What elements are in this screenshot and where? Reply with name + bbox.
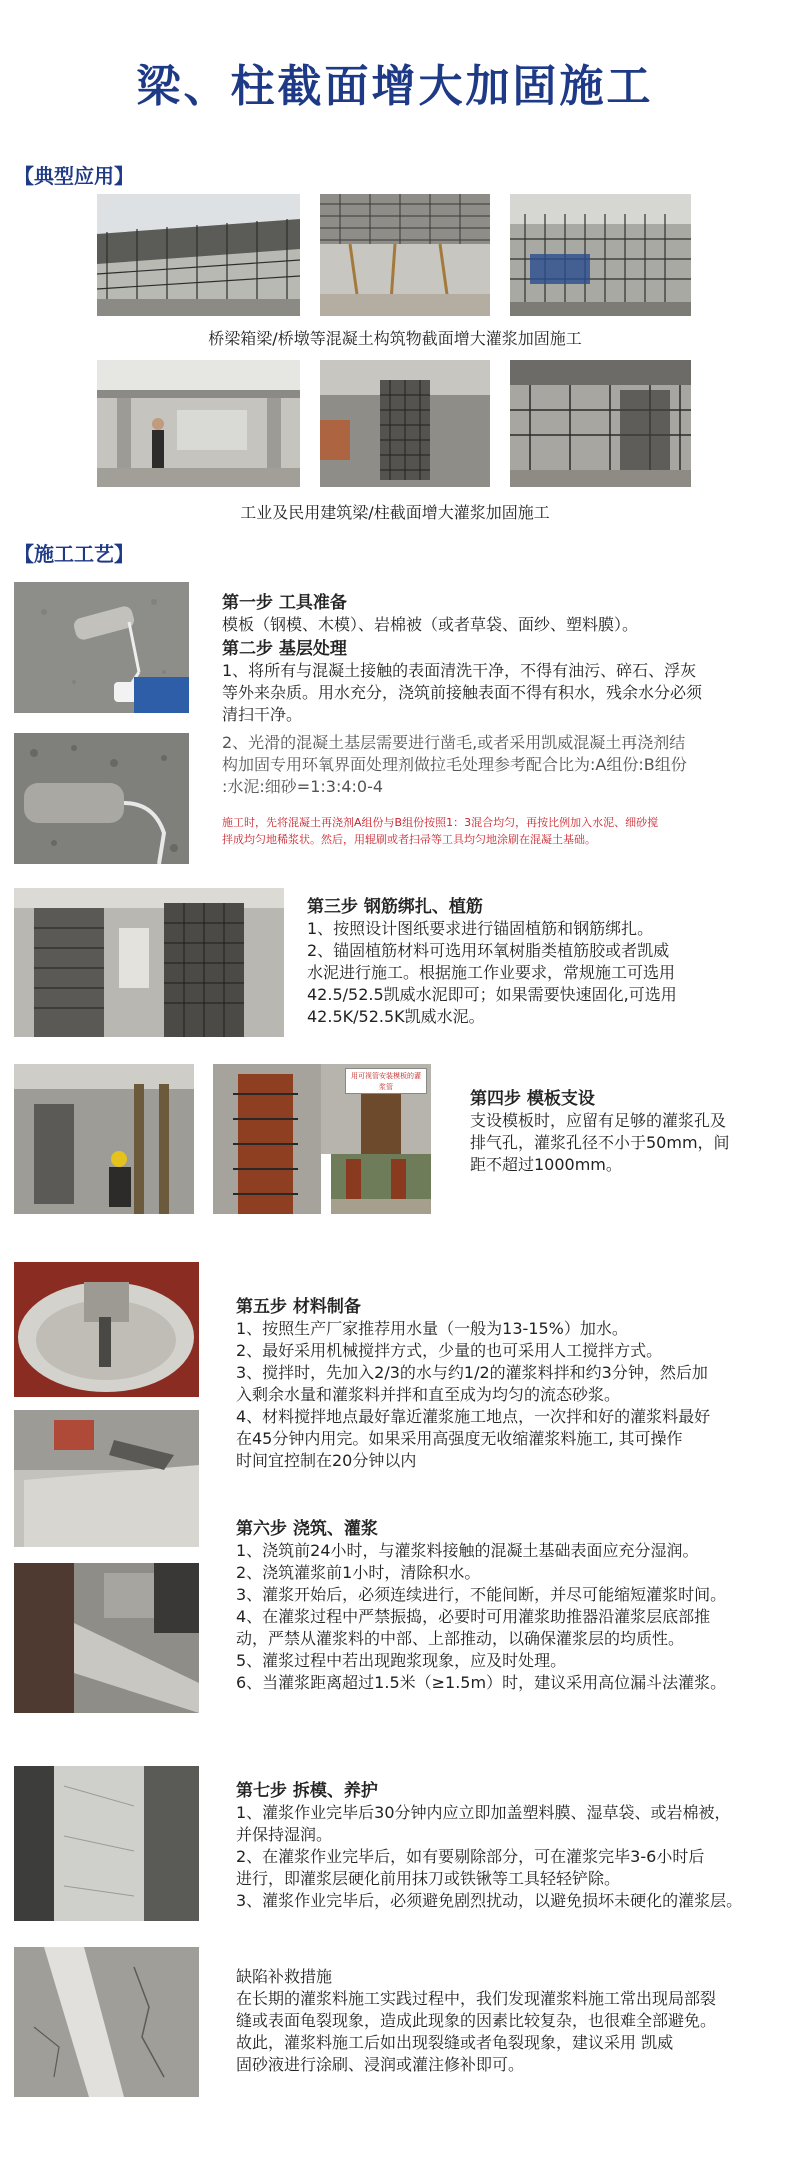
step3 (307, 896, 767, 1028)
photo-mixer (14, 1262, 199, 1397)
photo-paint-roller (14, 582, 189, 713)
defect-remedy (236, 1966, 781, 2076)
photo-industrial-building (97, 360, 300, 487)
step3-line: 2、锚固植筋材料可选用环氧树脂类植筋胶或者凯威 (307, 941, 670, 960)
photo-roller-texture (14, 733, 189, 864)
photo-bridge-rebar-ceiling (320, 194, 490, 316)
step6-line: 3、灌浆开始后，必须连续进行，不能间断，并尽可能缩短灌浆时间。 (236, 1585, 727, 1604)
step4-heading: 第四步 模板支设 (470, 1089, 595, 1109)
step5-line: 时间宜控制在20分钟以内 (236, 1451, 417, 1470)
section-process-heading: 【施工工艺】 (14, 542, 134, 566)
photo-crack-repair (14, 1947, 199, 2097)
step1-line: 模板（钢模、木模）、岩棉被（或者草袋、面纱、塑料膜）。 (222, 615, 639, 634)
step7-line: 2、在灌浆作业完毕后，如有要剔除部分，可在灌浆完毕3-6小时后 (236, 1847, 705, 1866)
step3-line: 1、按照设计图纸要求进行锚固植筋和钢筋绑扎。 (307, 919, 654, 938)
step1 (222, 592, 638, 636)
defect-line: 缝或表面龟裂现象，造成此现象的因素比较复杂，也很难全部避免。 (236, 2011, 717, 2030)
photo-column-rebar (320, 360, 490, 487)
step7-heading: 第七步 拆模、养护 (236, 1781, 378, 1801)
step2-red-note: 施工时，先将混凝土再浇剂A组份与B组份按照1：3混合均匀，再按比例加入水泥、细砂搅 (222, 816, 659, 829)
step5-line: 在45分钟内用完。如果采用高强度无收缩灌浆料施工, 其可操作 (236, 1429, 683, 1448)
step6-line: 2、浇筑灌浆前1小时，清除积水。 (236, 1563, 481, 1582)
step5-line: 1、按照生产厂家推荐用水量（一般为13-15%）加水。 (236, 1319, 628, 1338)
step5-line: 2、最好采用机械搅拌方式，少量的也可采用人工搅拌方式。 (236, 1341, 663, 1360)
photo-demold-curing (14, 1766, 199, 1921)
formwork-label: 用可视管安装模板的灌浆管 (345, 1068, 427, 1094)
step5-heading: 第五步 材料制备 (236, 1297, 361, 1317)
step6-line: 6、当灌浆距离超过1.5米（≥1.5m）时，建议采用高位漏斗法灌浆。 (236, 1673, 727, 1692)
step7-line: 1、灌浆作业完毕后30分钟内应立即加盖塑料膜、湿草袋、或岩棉被， (236, 1803, 731, 1822)
step7 (236, 1780, 781, 1912)
step4-line: 排气孔，灌浆孔径不小于50mm，间 (470, 1133, 730, 1152)
defect-line: 固砂液进行涂刷、浸润或灌注修补即可。 (236, 2055, 525, 2074)
photo-formwork-column (213, 1064, 321, 1214)
step4 (470, 1088, 770, 1176)
photo-formwork-site (331, 1154, 431, 1214)
step1-heading: 第一步 工具准备 (222, 593, 347, 613)
step6-heading: 第六步 浇筑、灌浆 (236, 1519, 378, 1539)
step4-line: 支设模板时，应留有足够的灌浆孔及 (470, 1111, 727, 1130)
photo-bridge-box-girder (97, 194, 300, 316)
step2-line: 清扫干净。 (222, 705, 303, 724)
step2-line: 等外来杂质。用水充分，浇筑前接触表面不得有积水，残余水分必须 (222, 683, 703, 702)
step7-line: 进行，即灌浆层硬化前用抹刀或铁锹等工具轻轻铲除。 (236, 1869, 621, 1888)
step2-gray-line: 2、光滑的混凝土基层需要进行凿毛,或者采用凯威混凝土再浇剂结 (222, 733, 686, 752)
caption-row1: 桥梁箱梁/桥墩等混凝土构筑物截面增大灌浆加固施工 (208, 329, 582, 348)
step7-line: 并保持湿润。 (236, 1825, 333, 1844)
step6-line: 动，严禁从灌浆料的中部、上部推动，以确保灌浆层的均质性。 (236, 1629, 685, 1648)
section-typical-heading: 【典型应用】 (14, 164, 134, 188)
step5-line: 3、搅拌时，先加入2/3的水与约1/2的灌浆料拌和约3分钟，然后加 (236, 1363, 708, 1382)
page-title: 梁、柱截面增大加固施工 (136, 61, 654, 112)
step6-line: 4、在灌浆过程中严禁振捣，必要时可用灌浆助推器沿灌浆层底部推 (236, 1607, 711, 1626)
defect-heading: 缺陷补救措施 (236, 1967, 333, 1986)
step3-line: 42.5K/52.5K凯威水泥。 (307, 1007, 485, 1026)
photo-formwork-worker (14, 1064, 194, 1214)
step2-line: 1、将所有与混凝土接触的表面清洗干净，不得有油污、碎石、浮灰 (222, 661, 697, 680)
caption-row2: 工业及民用建筑梁/柱截面增大灌浆加固施工 (240, 503, 550, 522)
step3-line: 水泥进行施工。根据施工作业要求，常规施工可选用 (307, 963, 676, 982)
step6-line: 5、灌浆过程中若出现跑浆现象，应及时处理。 (236, 1651, 567, 1670)
step2-gray-line: 构加固专用环氧界面处理剂做拉毛处理参考配合比为:A组份:B组份 (222, 755, 687, 774)
photo-building-column-frame (510, 360, 691, 487)
step2-heading: 第二步 基层处理 (222, 639, 347, 659)
step5-line: 入剩余水量和灌浆料并拌和直至成为均匀的流态砂浆。 (236, 1385, 621, 1404)
defect-line: 故此，灌浆料施工后如出现裂缝或者龟裂现象，建议采用 凯威 (236, 2033, 674, 2052)
step3-heading: 第三步 钢筋绑扎、植筋 (307, 897, 483, 917)
photo-rebar-binding (14, 888, 284, 1037)
step6-line: 1、浇筑前24小时，与灌浆料接触的混凝土基础表面应充分湿润。 (236, 1541, 699, 1560)
photo-bridge-pier-rebar (510, 194, 691, 316)
photo-grouting (14, 1563, 199, 1713)
photo-trowel-mortar (14, 1410, 199, 1547)
step2-red-note: 拌成均匀地稀浆状。然后，用辊刷或者扫帚等工具均匀地涂刷在混凝土基础。 (222, 833, 596, 846)
step5-line: 4、材料搅拌地点最好靠近灌浆施工地点，一次拌和好的灌浆料最好 (236, 1407, 711, 1426)
photo-formwork-label-area (321, 1064, 431, 1154)
defect-line: 在长期的灌浆料施工实践过程中，我们发现灌浆料施工常出现局部裂 (236, 1989, 717, 2008)
step4-line: 距不超过1000mm。 (470, 1155, 622, 1174)
step7-line: 3、灌浆作业完毕后，必须避免剧烈扰动，以避免损坏未硬化的灌浆层。 (236, 1891, 743, 1910)
step5 (236, 1296, 766, 1472)
step6 (236, 1518, 776, 1694)
step3-line: 42.5/52.5凯威水泥即可；如果需要快速固化,可选用 (307, 985, 677, 1004)
step2 (222, 638, 762, 848)
step2-gray-line: :水泥:细砂=1:3:4:0-4 (222, 777, 384, 796)
